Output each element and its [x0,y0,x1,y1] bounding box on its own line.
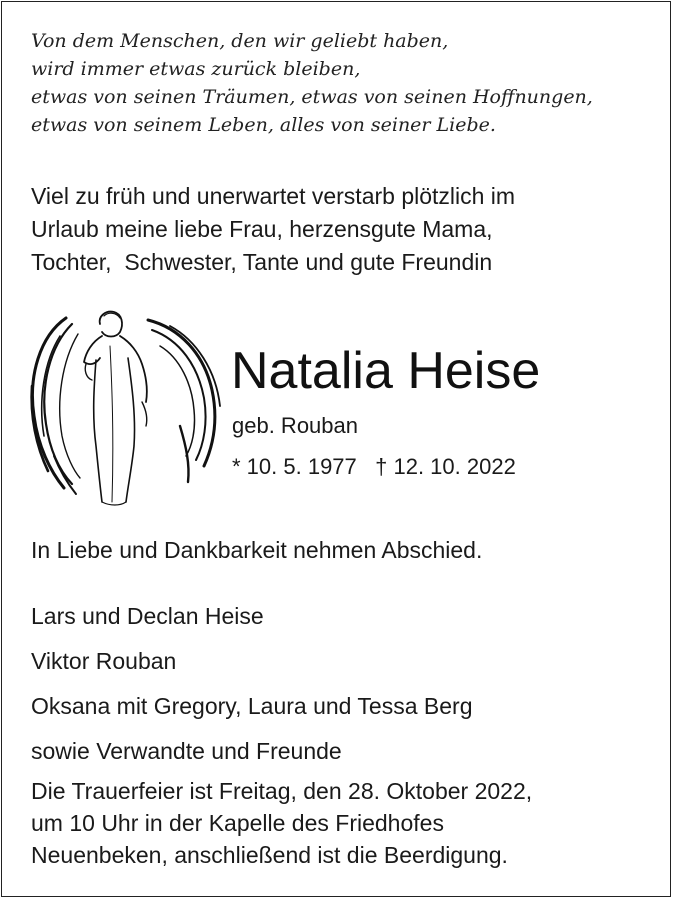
birth-date: * 10. 5. 1977 [232,454,357,479]
life-dates [232,453,516,481]
poem-line: etwas von seinen Träumen, etwas von seinen Hoffnungen, [31,86,593,108]
mourner-entry: Lars und Declan Heise [31,603,264,629]
deceased-name: Natalia Heise [231,342,541,400]
service-line: Die Trauerfeier ist Freitag, den 28. Oktober 2022, [31,778,533,804]
poem-verse [31,27,593,139]
service-line: Neuenbeken, anschließend ist die Beerdigung. [31,842,508,868]
poem-line: etwas von seinem Leben, alles von seiner Liebe. [31,114,496,136]
death-announcement [31,180,515,279]
funeral-service-info [31,775,532,871]
date-spacer [357,454,375,479]
mourners-list [31,594,472,774]
mourner-entry: sowie Verwandte und Freunde [31,738,342,764]
poem-line: Von dem Menschen, den wir geliebt haben, [31,30,449,52]
birth-name: geb. Rouban [232,413,358,438]
announcement-line: Tochter, Schwester, Tante und gute Freundin [31,249,493,275]
death-date: † 12. 10. 2022 [375,454,516,479]
angel-sketch-icon [20,306,228,510]
announcement-line: Urlaub meine liebe Frau, herzensgute Mama, [31,216,493,242]
mourner-entry: Viktor Rouban [31,648,177,674]
mourner-entry: Oksana mit Gregory, Laura und Tessa Berg [31,693,473,719]
farewell-line: In Liebe und Dankbarkeit nehmen Abschied. [31,537,483,563]
service-line: um 10 Uhr in der Kapelle des Friedhofes [31,810,444,836]
poem-line: wird immer etwas zurück bleiben, [31,58,361,80]
announcement-line: Viel zu früh und unerwartet verstarb plötzlich im [31,183,516,209]
